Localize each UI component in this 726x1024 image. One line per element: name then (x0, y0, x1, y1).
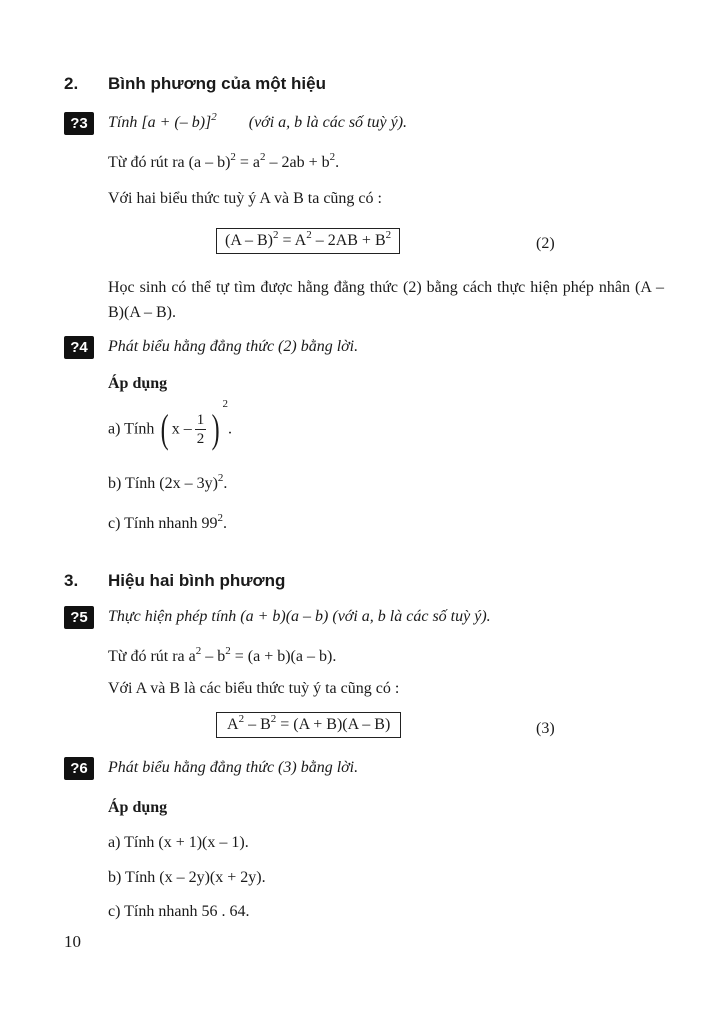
note-paragraph: Học sinh có thể tự tìm được hằng đẳng thức (2) bằng cách thực hiện phép nhân (A – B)(A – B). (108, 279, 664, 321)
exercise-3a: a) Tính (x + 1)(x – 1). (108, 834, 249, 851)
exercise-3c: c) Tính nhanh 56 . 64. (108, 903, 250, 920)
section-2-title: Bình phương của một hiệu (108, 74, 326, 93)
identity-3-box: $A^2 - B^2 = (A + B)(A - B)$ (216, 712, 401, 738)
identity-3-number: (3) (536, 720, 555, 737)
question-5-badge: ?5 (64, 606, 94, 629)
question-5-text: Thực hiện phép tính (a + b)(a – b) (với a, b là các số tuỳ ý). (108, 608, 491, 625)
question-3-text: Tính [a + (– b)]$^2$ (với a, b là các số tuỳ ý). (108, 111, 408, 131)
question-3-badge: ?3 (64, 112, 94, 135)
exercise-2c: c) Tính nhanh $99^2$. (108, 512, 227, 532)
section-3-title: Hiệu hai bình phương (108, 571, 286, 590)
section-3-number: 3. (64, 571, 79, 590)
question-6-text: Phát biểu hằng đẳng thức (3) bằng lời. (108, 759, 359, 776)
question-6-badge: ?6 (64, 757, 94, 780)
derivation-2: Từ đó rút ra $(a - b)^2 = a^2 - 2ab + b^2$. (108, 151, 340, 171)
question-4-badge: ?4 (64, 336, 94, 359)
exercise-2a: a) Tính ( x – $\frac{1}{2}$ )$^2$. (108, 398, 233, 452)
apply-title-2: Áp dụng (108, 375, 168, 392)
exercise-3b: b) Tính (x – 2y)(x + 2y). (108, 869, 266, 886)
identity-2-box: $(A - B)^2 = A^2 - 2AB + B^2$ (216, 228, 400, 254)
identity-2-number: (2) (536, 235, 555, 252)
apply-title-3: Áp dụng (108, 799, 168, 816)
question-4-text: Phát biểu hằng đẳng thức (2) bằng lời. (108, 338, 359, 355)
exercise-2b: b) Tính (2x – 3y)$^2$. (108, 472, 228, 492)
section-2-number: 2. (64, 74, 79, 93)
general-statement-3: Với A và B là các biểu thức tuỳ ý ta cũng có : (108, 680, 400, 697)
derivation-3: Từ đó rút ra $a^2 - b^2 = (a + b)(a - b)$. (108, 645, 337, 665)
page-number: 10 (64, 932, 81, 951)
general-statement-2: Với hai biểu thức tuỳ ý A và B ta cũng có : (108, 190, 382, 207)
